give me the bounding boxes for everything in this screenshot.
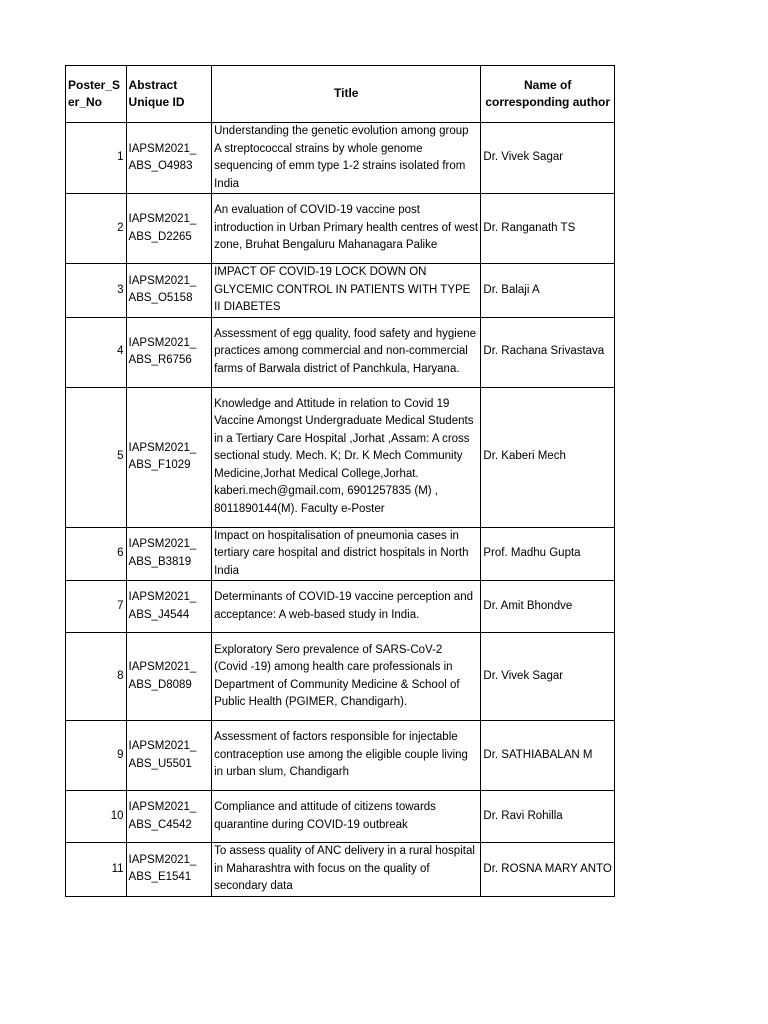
poster-title: Assessment of factors responsible for injectable contraception use among the eligible couple living in urban slum, Chandigarh [212,721,481,791]
author-name: Dr. Vivek Sagar [481,633,615,721]
poster-number: 8 [66,633,127,721]
abstract-id: IAPSM2021_ ABS_D2265 [126,194,212,264]
poster-number: 7 [66,581,127,633]
abstract-id: IAPSM2021_ ABS_U5501 [126,721,212,791]
author-name: Dr. Balaji A [481,264,615,318]
abstract-id: IAPSM2021_ ABS_R6756 [126,317,212,387]
poster-number: 11 [66,843,127,897]
header-title: Title [212,66,481,123]
poster-title: An evaluation of COVID-19 vaccine post introduction in Urban Primary health centres of west zone, Bruhat Bengaluru Mahanagara Palike [212,194,481,264]
author-name: Dr. Amit Bhondve [481,581,615,633]
poster-title: Understanding the genetic evolution among group A streptococcal strains by whole genome sequencing of emm type 1-2 strains isolated from India [212,123,481,194]
poster-number: 9 [66,721,127,791]
header-abstract-id: Abstract Unique ID [126,66,212,123]
abstract-id: IAPSM2021_ ABS_O5158 [126,264,212,318]
author-name: Dr. Ranganath TS [481,194,615,264]
table-row [66,123,615,194]
table-row [66,387,615,527]
abstract-id: IAPSM2021_ ABS_D8089 [126,633,212,721]
table-row [66,264,615,318]
poster-number: 6 [66,527,127,581]
header-poster-no: Poster_S er_No [66,66,127,123]
abstract-id: IAPSM2021_ ABS_B3819 [126,527,212,581]
table-row [66,581,615,633]
table-row [66,194,615,264]
poster-title: Determinants of COVID-19 vaccine perception and acceptance: A web-based study in India. [212,581,481,633]
author-name: Dr. Kaberi Mech [481,387,615,527]
poster-title: Exploratory Sero prevalence of SARS-CoV-2 (Covid -19) among health care professionals in Department of Community Medicine & School of Public Health (PGIMER, Chandigarh). [212,633,481,721]
author-name: Dr. Rachana Srivastava [481,317,615,387]
poster-title: Compliance and attitude of citizens towards quarantine during COVID-19 outbreak [212,791,481,843]
author-name: Dr. Ravi Rohilla [481,791,615,843]
table-row [66,843,615,897]
author-name: Prof. Madhu Gupta [481,527,615,581]
table-row [66,791,615,843]
table-row [66,633,615,721]
poster-number: 10 [66,791,127,843]
poster-title: Assessment of egg quality, food safety and hygiene practices among commercial and non-commercial farms of Barwala district of Panchkula, Haryana. [212,317,481,387]
table-row [66,721,615,791]
table-row [66,317,615,387]
abstract-id: IAPSM2021_ ABS_O4983 [126,123,212,194]
header-row [66,66,615,123]
poster-number: 4 [66,317,127,387]
poster-number: 2 [66,194,127,264]
abstract-id: IAPSM2021_ ABS_E1541 [126,843,212,897]
poster-table [65,65,615,897]
poster-title: IMPACT OF COVID-19 LOCK DOWN ON GLYCEMIC CONTROL IN PATIENTS WITH TYPE II DIABETES [212,264,481,318]
table-row [66,527,615,581]
poster-title: Knowledge and Attitude in relation to Covid 19 Vaccine Amongst Undergraduate Medical Students in a Tertiary Care Hospital ,Jorhat ,Assam: A cross sectional study. Mech. K; Dr. K Mech Community Medicine,Jorhat Medical College,Jorhat. kaberi.mech@gmail.com, 6901257835 (M) , 8011890144(M). Faculty e-Poster [212,387,481,527]
author-name: Dr. Vivek Sagar [481,123,615,194]
abstract-id: IAPSM2021_ ABS_J4544 [126,581,212,633]
poster-title: Impact on hospitalisation of pneumonia cases in tertiary care hospital and district hospitals in North India [212,527,481,581]
poster-title: To assess quality of ANC delivery in a rural hospital in Maharashtra with focus on the quality of secondary data [212,843,481,897]
poster-number: 5 [66,387,127,527]
poster-number: 1 [66,123,127,194]
header-author: Name of corresponding author [481,66,615,123]
author-name: Dr. SATHIABALAN M [481,721,615,791]
poster-number: 3 [66,264,127,318]
author-name: Dr. ROSNA MARY ANTO [481,843,615,897]
abstract-id: IAPSM2021_ ABS_C4542 [126,791,212,843]
abstract-id: IAPSM2021_ ABS_F1029 [126,387,212,527]
